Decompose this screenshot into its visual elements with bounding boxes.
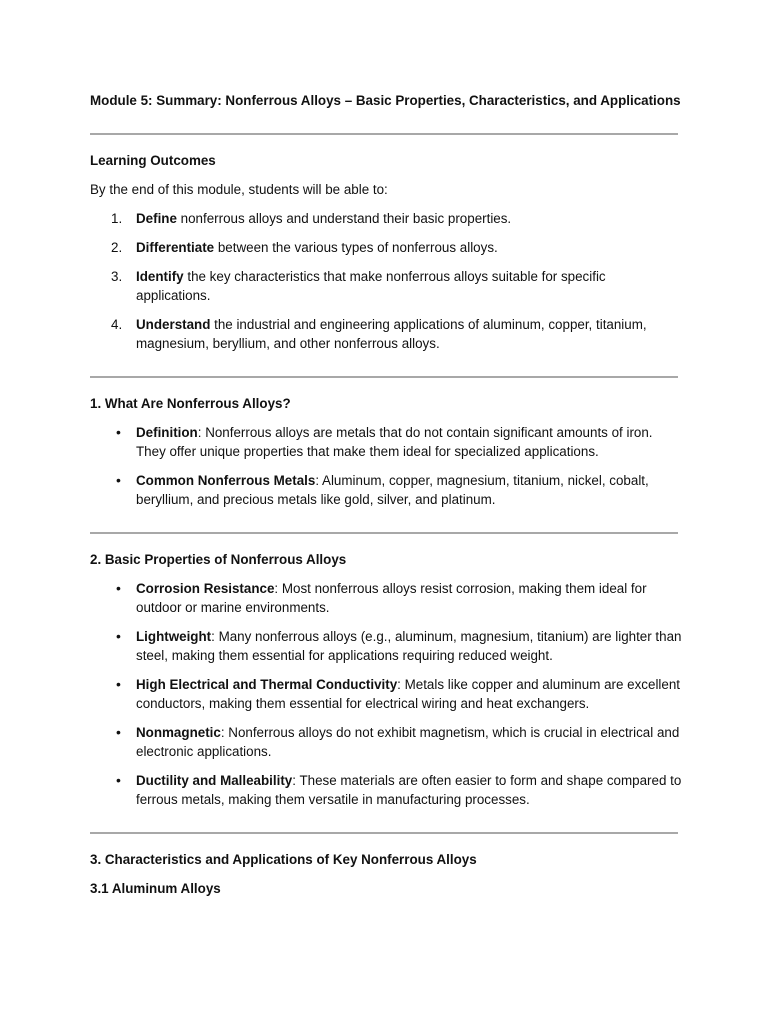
section-divider xyxy=(90,133,678,135)
list-item xyxy=(90,471,682,509)
item-text: : Nonferrous alloys are metals that do not contain significant amounts of iron. They offer unique properties that make them ideal for specialized applications. xyxy=(136,425,653,459)
learning-outcomes-list xyxy=(90,209,682,353)
item-term: Identify xyxy=(136,269,184,284)
list-item xyxy=(90,209,682,228)
item-text: : These materials are often easier to form and shape compared to ferrous metals, making them versatile in manufacturing processes. xyxy=(136,773,682,807)
item-text: : Metals like copper and aluminum are excellent conductors, making them essential for electrical wiring and heat exchangers. xyxy=(136,677,681,711)
item-term: Define xyxy=(136,211,177,226)
bullet-icon: • xyxy=(116,628,121,644)
bullet-icon: • xyxy=(116,472,121,488)
item-term: Nonmagnetic xyxy=(136,725,221,740)
list-item xyxy=(90,267,682,305)
item-term: Understand xyxy=(136,317,211,332)
item-text: the key characteristics that make nonferrous alloys suitable for specific applications. xyxy=(136,269,606,303)
section-divider xyxy=(90,532,678,534)
list-number: 4. xyxy=(111,317,123,332)
list-number: 1. xyxy=(111,211,123,226)
section-divider xyxy=(90,376,678,378)
section1-heading: 1. What Are Nonferrous Alloys? xyxy=(90,396,291,411)
module-title: Module 5: Summary: Nonferrous Alloys – Basic Properties, Characteristics, and Applications xyxy=(90,93,681,108)
section2-list xyxy=(90,579,682,809)
list-number: 2. xyxy=(111,240,123,255)
section3-heading: 3. Characteristics and Applications of Key Nonferrous Alloys xyxy=(90,852,477,867)
item-term: Common Nonferrous Metals xyxy=(136,473,316,488)
list-item xyxy=(90,238,682,257)
bullet-icon: • xyxy=(116,424,121,440)
item-text: : Most nonferrous alloys resist corrosion, making them ideal for outdoor or marine environments. xyxy=(136,581,647,615)
list-item xyxy=(90,771,682,809)
section3-subheading: 3.1 Aluminum Alloys xyxy=(90,881,221,896)
item-text: between the various types of nonferrous alloys. xyxy=(214,240,498,255)
item-text: the industrial and engineering applications of aluminum, copper, titanium, magnesium, beryllium, and other nonferrous alloys. xyxy=(136,317,647,351)
document-body xyxy=(90,91,682,898)
list-item xyxy=(90,579,682,617)
learning-outcomes-heading: Learning Outcomes xyxy=(90,153,216,168)
section-divider xyxy=(90,832,678,834)
list-number: 3. xyxy=(111,269,123,284)
bullet-icon: • xyxy=(116,724,121,740)
item-term: High Electrical and Thermal Conductivity xyxy=(136,677,398,692)
bullet-icon: • xyxy=(116,772,121,788)
item-term: Definition xyxy=(136,425,198,440)
learning-outcomes-intro: By the end of this module, students will be able to: xyxy=(90,182,388,197)
bullet-icon: • xyxy=(116,676,121,692)
list-item xyxy=(90,315,682,353)
bullet-icon: • xyxy=(116,580,121,596)
section2-heading: 2. Basic Properties of Nonferrous Alloys xyxy=(90,552,347,567)
item-text: : Aluminum, copper, magnesium, titanium, nickel, cobalt, beryllium, and precious metals like gold, silver, and platinum. xyxy=(136,473,649,507)
item-text: nonferrous alloys and understand their basic properties. xyxy=(176,211,512,226)
item-text: : Many nonferrous alloys (e.g., aluminum, magnesium, titanium) are lighter than steel, making them essential for applications requiring reduced weight. xyxy=(136,629,682,663)
section1-list xyxy=(90,423,682,509)
item-term: Lightweight xyxy=(136,629,212,644)
item-term: Differentiate xyxy=(136,240,215,255)
item-text: : Nonferrous alloys do not exhibit magnetism, which is crucial in electrical and electronic applications. xyxy=(136,725,680,759)
list-item xyxy=(90,675,682,713)
list-item xyxy=(90,723,682,761)
item-term: Corrosion Resistance xyxy=(136,581,275,596)
list-item xyxy=(90,627,682,665)
item-term: Ductility and Malleability xyxy=(136,773,293,788)
list-item xyxy=(90,423,682,461)
